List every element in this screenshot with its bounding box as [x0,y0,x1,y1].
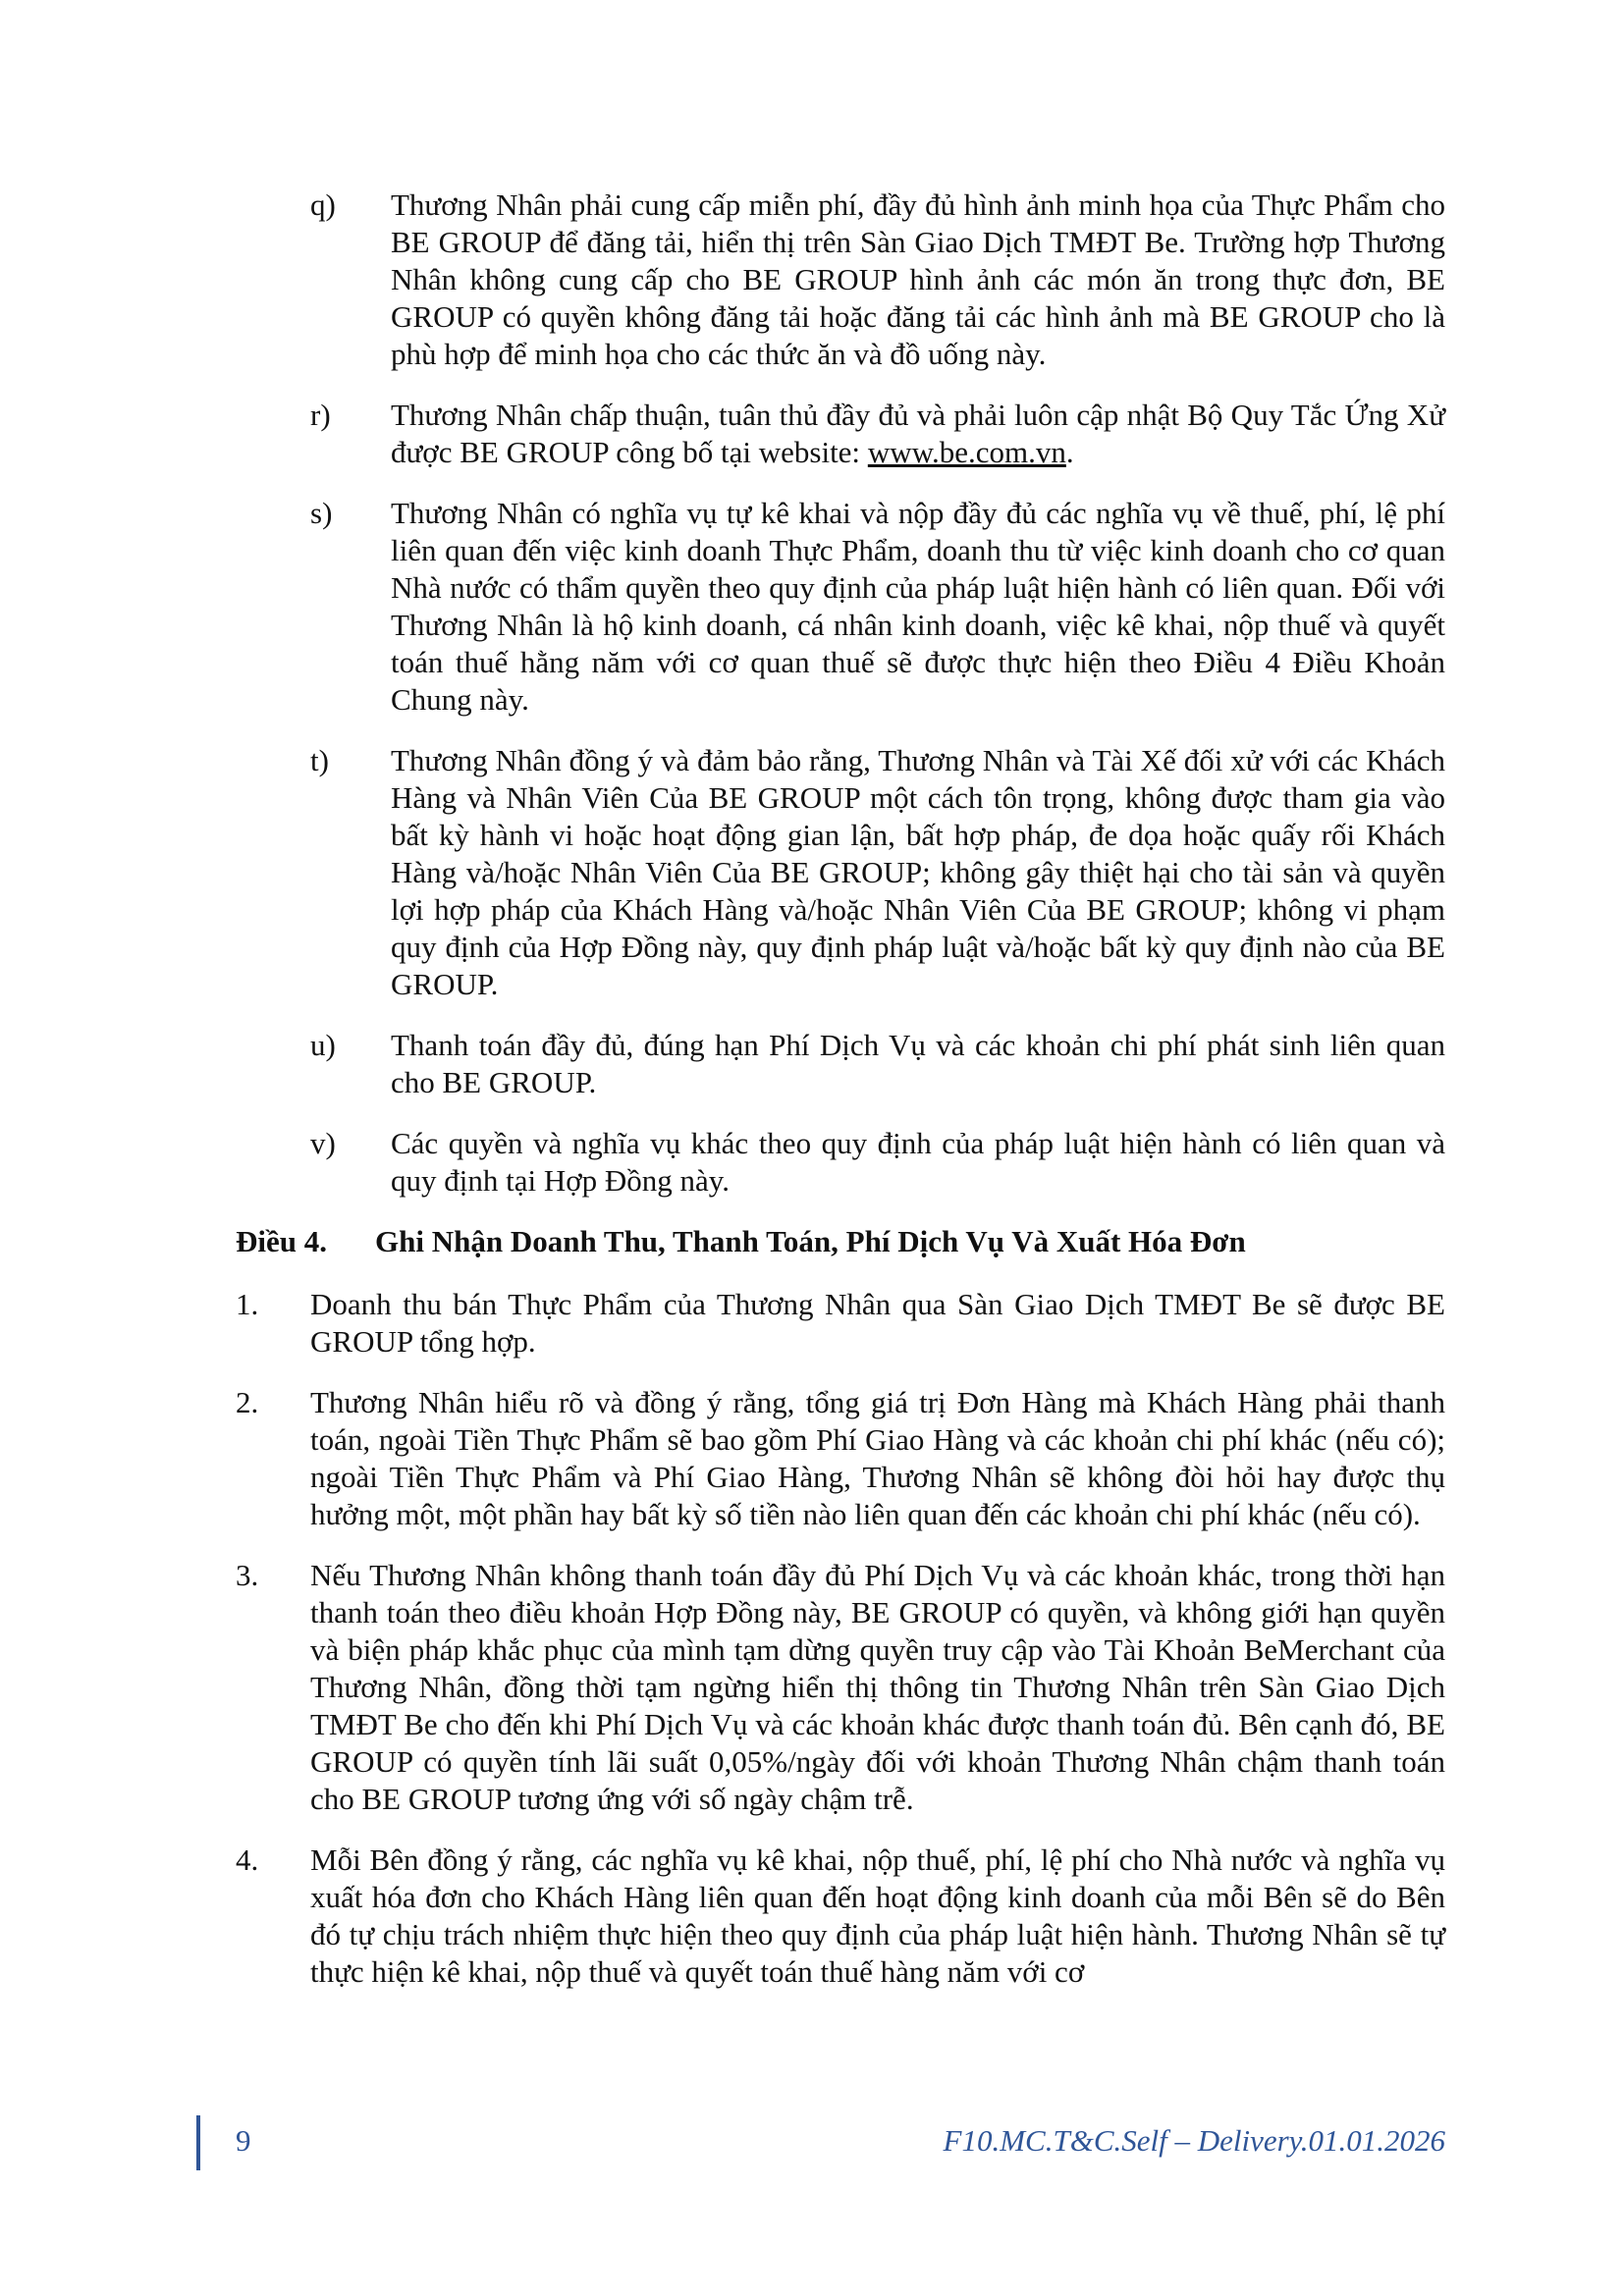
item-marker: 1. [236,1287,259,1321]
item-marker: t) [310,743,329,777]
item-text: Thương Nhân phải cung cấp miễn phí, đầy đủ hình ảnh minh họa của Thực Phẩm cho BE GROUP để đăng tải, hiển thị trên Sàn Giao Dịch TMĐT Be. Trường hợp Thương Nhân không cung cấp cho BE GROUP hình ảnh các món ăn trong thực đơn, BE GROUP có quyền không đăng tải hoặc đăng tải các hình ảnh mà BE GROUP cho là phù hợp để minh họa cho các thức ăn và đồ uống này. [391,187,1445,371]
item-text-after: . [1065,435,1074,469]
item-text-before: Thương Nhân chấp thuận, tuân thủ đầy đủ và phải luôn cập nhật Bộ Quy Tắc Ứng Xử được BE GROUP công bố tại website: [391,398,1445,469]
item-marker: 2. [236,1385,259,1419]
website-link[interactable]: www.be.com.vn [867,435,1066,469]
list-item-4 [236,1842,1445,1991]
footer-accent-bar [196,2115,200,2170]
item-text: Thương Nhân hiểu rõ và đồng ý rằng, tổng giá trị Đơn Hàng mà Khách Hàng phải thanh toán, ngoài Tiền Thực Phẩm sẽ bao gồm Phí Giao Hàng và các khoản chi phí khác (nếu có); ngoài Tiền Thực Phẩm và Phí Giao Hàng, Thương Nhân sẽ không đòi hỏi hay được thụ hưởng một, một phần hay bất kỳ số tiền nào liên quan đến các khoản chi phí khác (nếu có). [310,1385,1445,1531]
section-title: Ghi Nhận Doanh Thu, Thanh Toán, Phí Dịch Vụ Và Xuất Hóa Đơn [375,1224,1246,1258]
list-item-q [236,187,1445,373]
item-marker: v) [310,1126,336,1160]
list-item-t [236,742,1445,1003]
item-text: Mỗi Bên đồng ý rằng, các nghĩa vụ kê khai, nộp thuế, phí, lệ phí cho Nhà nước và nghĩa vụ xuất hóa đơn cho Khách Hàng liên quan đến hoạt động kinh doanh của mỗi Bên sẽ do Bên đó tự chịu trách nhiệm thực hiện theo quy định của pháp luật hiện hành. Thương Nhân sẽ tự thực hiện kê khai, nộp thuế và quyết toán thuế hàng năm với cơ [310,1842,1445,1989]
section-label: Điều 4. [236,1224,327,1258]
section-heading [236,1223,1445,1260]
item-text: Nếu Thương Nhân không thanh toán đầy đủ Phí Dịch Vụ và các khoản khác, trong thời hạn thanh toán theo điều khoản Hợp Đồng này, BE GROUP có quyền, và không giới hạn quyền và biện pháp khắc phục của mình tạm dừng quyền truy cập vào Tài Khoản BeMerchant của Thương Nhân, đồng thời tạm ngừng hiển thị thông tin Thương Nhân trên Sàn Giao Dịch TMĐT Be cho đến khi Phí Dịch Vụ và các khoản khác được thanh toán đủ. Bên cạnh đó, BE GROUP có quyền tính lãi suất 0,05%/ngày đối với khoản Thương Nhân chậm thanh toán cho BE GROUP tương ứng với số ngày chậm trễ. [310,1558,1445,1816]
list-item-3 [236,1557,1445,1818]
list-item-2 [236,1384,1445,1533]
item-text: Doanh thu bán Thực Phẩm của Thương Nhân qua Sàn Giao Dịch TMĐT Be sẽ được BE GROUP tổng hợp. [310,1287,1445,1359]
item-marker: u) [310,1028,336,1062]
item-marker: 4. [236,1842,259,1877]
list-item-v [236,1125,1445,1200]
list-item-u [236,1027,1445,1101]
item-marker: s) [310,496,333,530]
item-text: Thương Nhân có nghĩa vụ tự kê khai và nộp đầy đủ các nghĩa vụ về thuế, phí, lệ phí liên quan đến việc kinh doanh Thực Phẩm, doanh thu từ việc kinh doanh cho cơ quan Nhà nước có thẩm quyền theo quy định của pháp luật hiện hành có liên quan. Đối với Thương Nhân là hộ kinh doanh, cá nhân kinh doanh, việc kê khai, nộp thuế và quyết toán thuế hằng năm với cơ quan thuế sẽ được thực hiện theo Điều 4 Điều Khoản Chung này. [391,496,1445,717]
item-marker: r) [310,398,331,432]
item-marker: q) [310,187,336,222]
item-text [391,397,1445,471]
page-body [236,187,1445,2014]
item-text: Thanh toán đầy đủ, đúng hạn Phí Dịch Vụ và các khoản chi phí phát sinh liên quan cho BE GROUP. [391,1028,1445,1099]
page-number: 9 [236,2123,251,2158]
list-item-s [236,495,1445,719]
item-marker: 3. [236,1558,259,1592]
list-item-1 [236,1286,1445,1361]
list-item-r [236,397,1445,471]
item-text: Các quyền và nghĩa vụ khác theo quy định của pháp luật hiện hành có liên quan và quy định tại Hợp Đồng này. [391,1126,1445,1198]
document-code: F10.MC.T&C.Self – Delivery.01.01.2026 [943,2123,1445,2158]
item-text: Thương Nhân đồng ý và đảm bảo rằng, Thương Nhân và Tài Xế đối xử với các Khách Hàng và Nhân Viên Của BE GROUP một cách tôn trọng, không được tham gia vào bất kỳ hành vi hoặc hoạt động gian lận, bất hợp pháp, đe dọa hoặc quấy rối Khách Hàng và/hoặc Nhân Viên Của BE GROUP; không gây thiệt hại cho tài sản và quyền lợi hợp pháp của Khách Hàng và/hoặc Nhân Viên Của BE GROUP; không vi phạm quy định của Hợp Đồng này, quy định pháp luật và/hoặc bất kỳ quy định nào của BE GROUP. [391,743,1445,1001]
